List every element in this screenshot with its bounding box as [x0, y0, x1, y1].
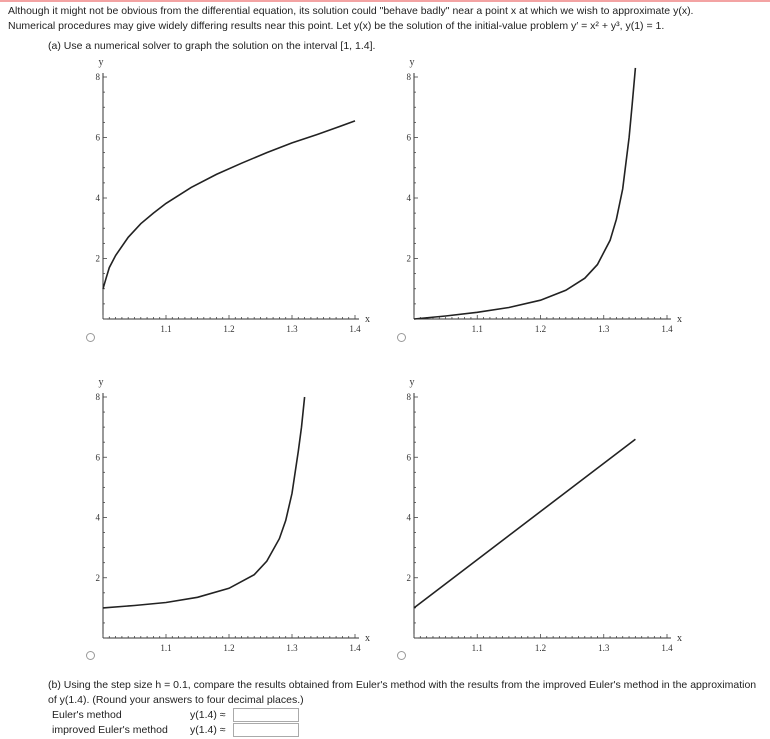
x-tick-label: 1.1 — [471, 643, 483, 653]
intro-line-2: Numerical procedures may give widely differing results near this point. Let y(x) be the solution of the initial-value problem y′ = x² + y³, y(1) = 1. — [8, 20, 665, 32]
graph-b — [407, 57, 683, 334]
y-tick-label: 8 — [406, 392, 411, 402]
solution-curve — [103, 397, 305, 608]
y-tick-label: 6 — [406, 132, 411, 143]
x-tick-label: 1.2 — [534, 324, 547, 334]
y-tick-label: 6 — [95, 132, 100, 143]
y-tick-label: 4 — [95, 193, 100, 203]
y-tick-label: 8 — [95, 72, 100, 82]
y-tick-label: 2 — [95, 253, 100, 264]
graph-a — [96, 57, 371, 334]
x-axis-label: x — [365, 633, 370, 644]
y-tick-label: 6 — [406, 452, 411, 463]
x-tick-label: 1.4 — [661, 324, 673, 334]
y-tick-label: 6 — [95, 452, 100, 463]
euler-answer-input[interactable] — [233, 708, 299, 722]
y-tick-label: 4 — [406, 512, 411, 523]
graph-d — [407, 377, 683, 653]
x-tick-label: 1.1 — [160, 643, 172, 653]
x-tick-label: 1.1 — [471, 324, 483, 334]
part-b-prompt: (b) Using the step size h = 0.1, compare the results obtained from Euler's method with the results from the improved Euler's method in the approximation of y(1.4). (Round your answers to four decimal places.) — [48, 679, 757, 706]
y-tick-label: 2 — [406, 253, 411, 264]
x-axis-label: x — [677, 314, 682, 325]
y-axis-label: y — [409, 57, 415, 68]
graph-c — [96, 377, 371, 653]
y-tick-label: 8 — [95, 392, 100, 402]
improved-euler-method-label: improved Euler's method — [52, 724, 168, 736]
improved-euler-answer-input[interactable] — [233, 723, 299, 737]
x-tick-label: 1.1 — [160, 324, 172, 334]
improved-euler-y-expr: y(1.4) ≈ — [190, 724, 226, 736]
y-tick-label: 4 — [406, 193, 411, 203]
euler-method-label: Euler's method — [52, 709, 122, 721]
y-axis-label: y — [409, 377, 415, 388]
solution-curve — [414, 68, 635, 319]
solution-curve — [414, 439, 635, 608]
x-tick-label: 1.4 — [661, 643, 673, 653]
y-tick-label: 2 — [95, 572, 100, 583]
part-a-prompt: (a) Use a numerical solver to graph the solution on the interval [1, 1.4]. — [48, 40, 376, 52]
x-tick-label: 1.4 — [349, 324, 361, 334]
y-tick-label: 8 — [406, 72, 411, 82]
x-tick-label: 1.2 — [223, 643, 235, 653]
x-axis-label: x — [677, 633, 682, 644]
y-tick-label: 4 — [95, 512, 100, 523]
solution-curve — [103, 121, 355, 289]
x-tick-label: 1.3 — [286, 324, 298, 334]
x-tick-label: 1.3 — [598, 643, 610, 653]
intro-line-1: Although it might not be obvious from the differential equation, its solution could "behave badly" near a point x at which we wish to approximate y(x). — [8, 5, 694, 17]
y-axis-label: y — [98, 377, 104, 388]
y-axis-label: y — [98, 57, 104, 68]
x-axis-label: x — [365, 314, 370, 325]
x-tick-label: 1.3 — [286, 643, 298, 653]
y-tick-label: 2 — [406, 572, 411, 583]
x-tick-label: 1.4 — [349, 643, 361, 653]
x-tick-label: 1.2 — [534, 643, 547, 653]
x-tick-label: 1.3 — [598, 324, 610, 334]
euler-y-expr: y(1.4) ≈ — [190, 709, 226, 721]
x-tick-label: 1.2 — [223, 324, 235, 334]
